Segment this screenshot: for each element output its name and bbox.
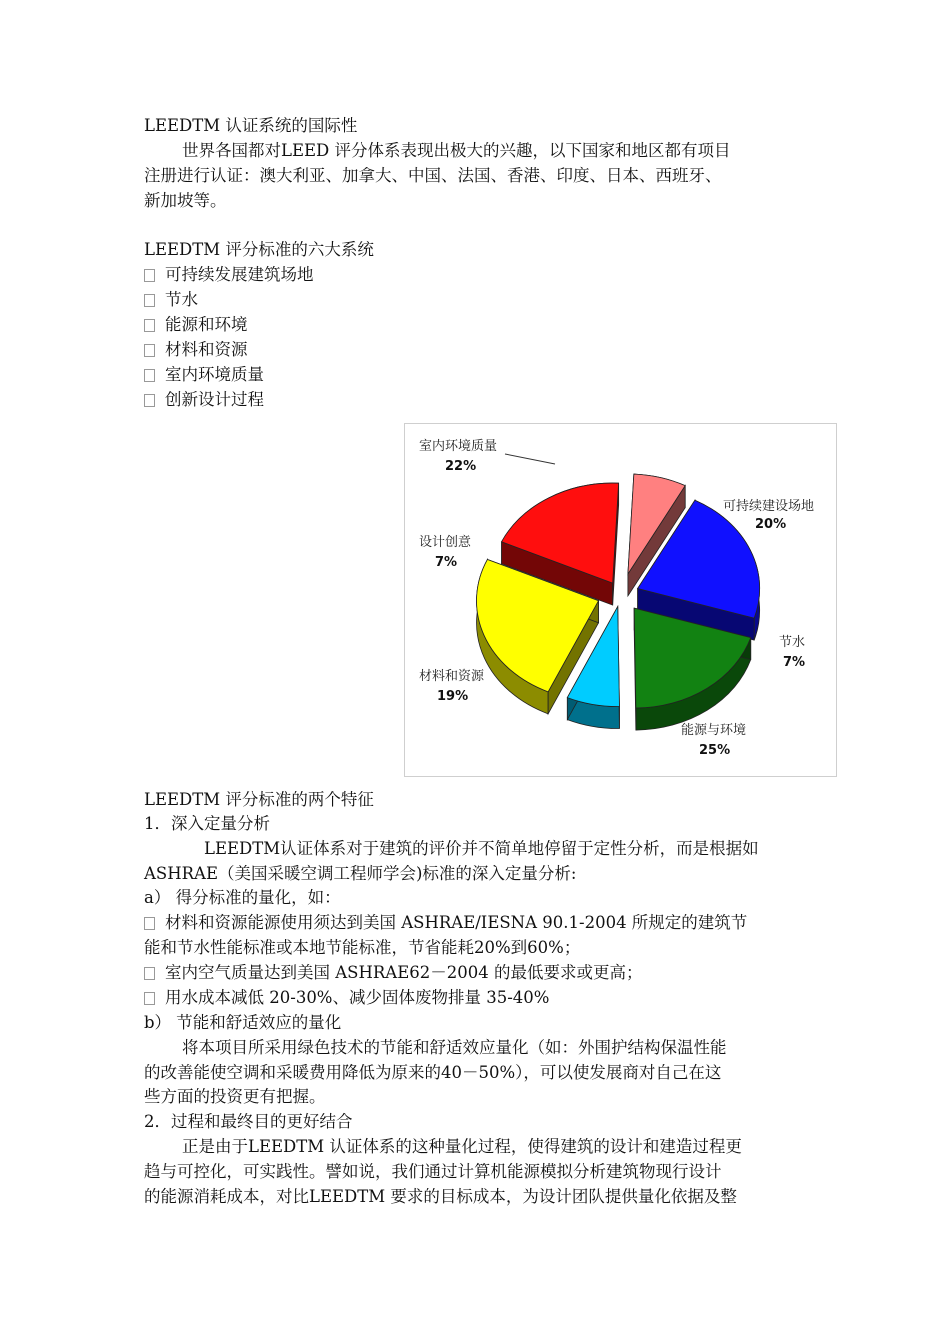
section-heading-two-features: LEEDTM 评分标准的两个特征 — [144, 790, 374, 809]
slice-value-label: 7% — [435, 555, 458, 570]
paragraph-line: 新加坡等。 — [144, 191, 227, 210]
subheading: 1．深入定量分析 — [144, 814, 270, 833]
checkbox-bullet-icon — [144, 967, 155, 980]
list-item: 室内环境质量 — [144, 363, 264, 387]
slice-label: 可持续建设场地 — [723, 499, 815, 514]
checkbox-bullet-icon — [144, 294, 155, 307]
paragraph-line: 注册进行认证：澳大利亚、加拿大、中国、法国、香港、印度、日本、西班牙、 — [144, 166, 722, 185]
pie-chart — [405, 424, 838, 778]
list-item: 材料和资源 — [144, 338, 248, 362]
slice-value-label: 20% — [755, 517, 787, 532]
list-item: 节水 — [144, 288, 198, 312]
list-item: 材料和资源能源使用须达到美国 ASHRAE/IESNA 90.1-2004 所规定的建筑节 — [144, 911, 747, 935]
paragraph-line: 的能源消耗成本，对比LEEDTM 要求的目标成本，为设计团队提供量化依据及整 — [144, 1187, 737, 1206]
slice-label: 能源与环境 — [681, 723, 747, 738]
checkbox-bullet-icon — [144, 319, 155, 332]
checkbox-bullet-icon — [144, 369, 155, 382]
slice-value-label: 19% — [437, 689, 469, 704]
slice-label: 设计创意 — [419, 535, 472, 550]
list-item: 室内空气质量达到美国 ASHRAE62－2004 的最低要求或更高； — [144, 961, 642, 985]
list-item: 可持续发展建筑场地 — [144, 263, 314, 287]
checkbox-bullet-icon — [144, 394, 155, 407]
slice-value-label: 7% — [783, 655, 806, 670]
paragraph-line: 能和节水性能标准或本地节能标准，节省能耗20%到60%； — [144, 938, 581, 957]
subheading: a） 得分标准的量化，如： — [144, 888, 341, 907]
slice-label: 室内环境质量 — [419, 439, 498, 454]
paragraph-line: 世界各国都对LEED 评分体系表现出极大的兴趣，以下国家和地区都有项目 — [182, 141, 731, 160]
paragraph-line: LEEDTM认证体系对于建筑的评价并不简单地停留于定性分析，而是根据如 — [204, 839, 759, 858]
checkbox-bullet-icon — [144, 917, 155, 930]
paragraph-line: 正是由于LEEDTM 认证体系的这种量化过程，使得建筑的设计和建造过程更 — [182, 1137, 742, 1156]
subheading: 2．过程和最终目的更好结合 — [144, 1112, 353, 1131]
paragraph-line: 趋与可控化，可实践性。譬如说，我们通过计算机能源模拟分析建筑物现行设计 — [144, 1162, 722, 1181]
checkbox-bullet-icon — [144, 269, 155, 282]
slice-label: 材料和资源 — [419, 669, 485, 684]
list-item: 用水成本减低 20-30%、减少固体废物排量 35-40% — [144, 986, 549, 1010]
paragraph-line: 些方面的投资更有把握。 — [144, 1087, 326, 1106]
paragraph-line: 的改善能使空调和采暖费用降低为原来的40－50%），可以使发展商对自己在这 — [144, 1063, 722, 1082]
list-item: 创新设计过程 — [144, 388, 264, 412]
list-item: 能源和环境 — [144, 313, 248, 337]
subheading: b） 节能和舒适效应的量化 — [144, 1013, 342, 1032]
section-heading-international: LEEDTM 认证系统的国际性 — [144, 116, 358, 135]
pie-chart-figure — [404, 423, 837, 777]
checkbox-bullet-icon — [144, 992, 155, 1005]
paragraph-line: 将本项目所采用绿色技术的节能和舒适效应量化（如：外围护结构保温性能 — [182, 1038, 727, 1057]
slice-value-label: 25% — [699, 743, 731, 758]
paragraph-line: ASHRAE（美国采暖空调工程师学会)标准的深入定量分析: — [144, 864, 577, 883]
section-heading-six-systems: LEEDTM 评分标准的六大系统 — [144, 240, 374, 259]
leader-line — [505, 454, 555, 464]
checkbox-bullet-icon — [144, 344, 155, 357]
slice-value-label: 22% — [445, 459, 477, 474]
slice-label: 节水 — [779, 635, 806, 650]
